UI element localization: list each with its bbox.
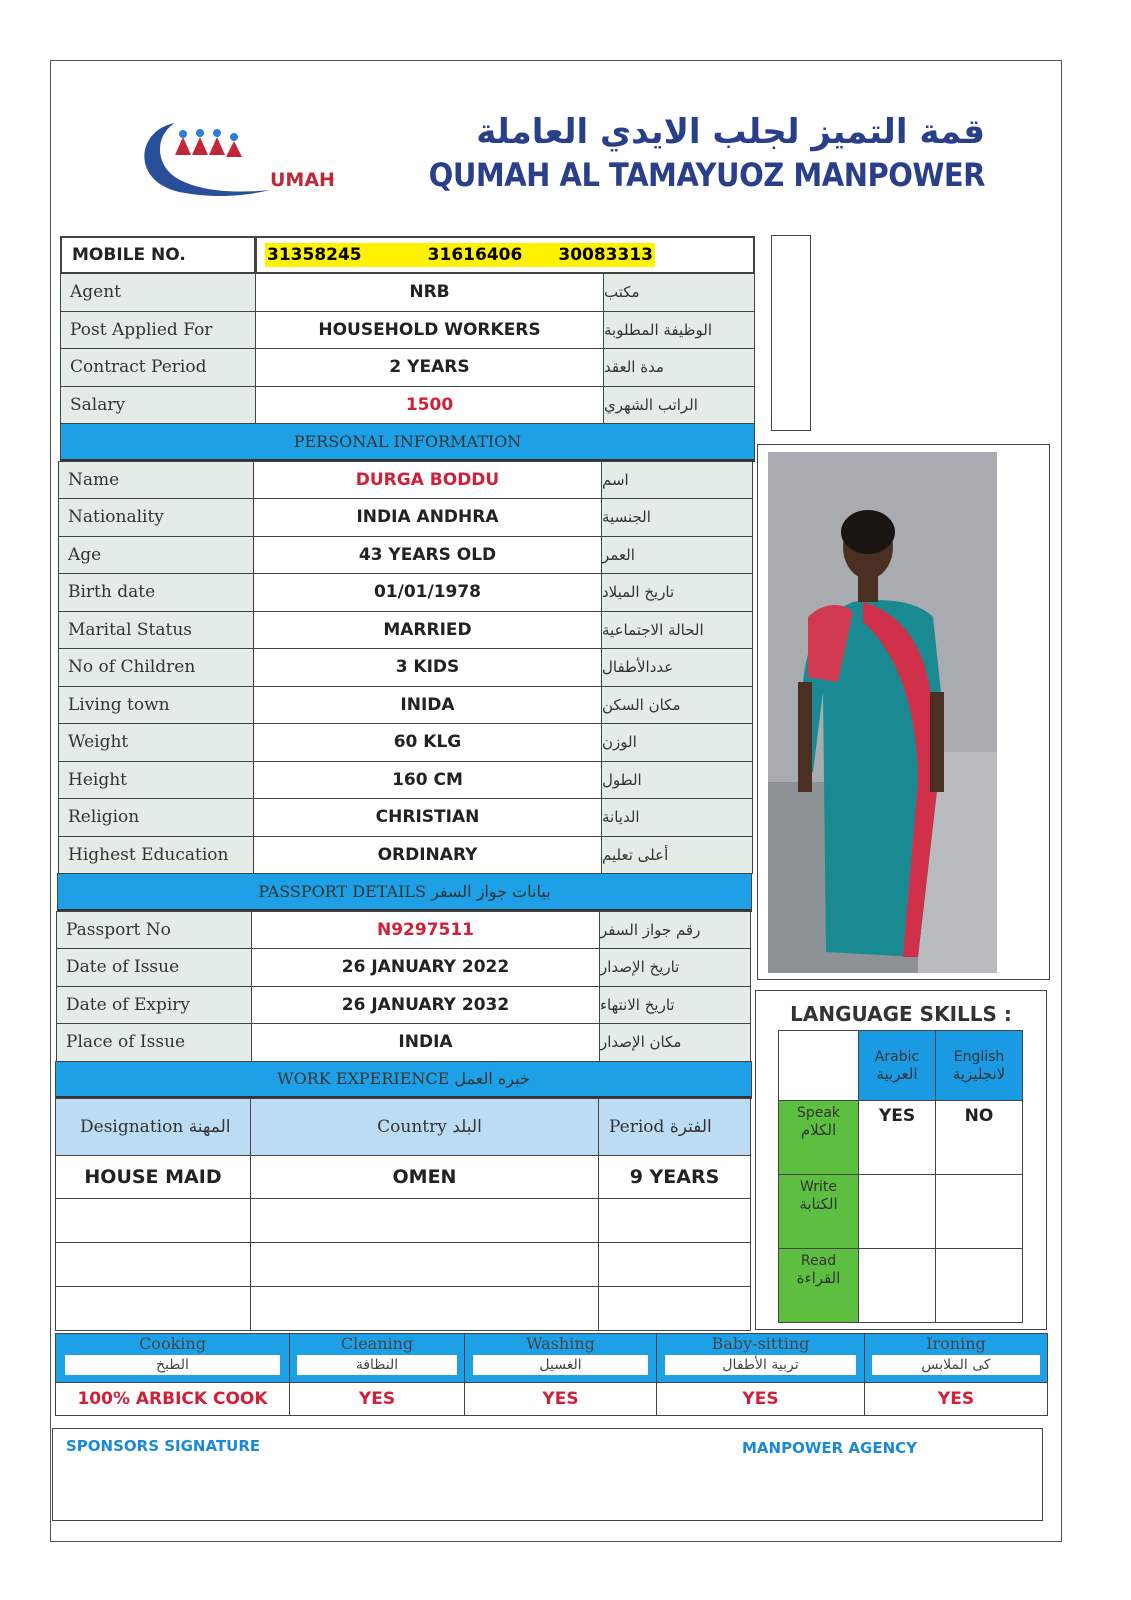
field-label: No of Children: [58, 648, 254, 687]
field-value: INDIA ANDHRA: [253, 498, 602, 537]
field-label: Religion: [58, 798, 254, 837]
skill-name-en: Cleaning: [340, 1334, 414, 1353]
field-label-arabic: أعلى تعليم: [601, 836, 753, 875]
field-label-arabic: الحالة الاجتماعية: [601, 611, 753, 650]
skill-value: YES: [289, 1382, 465, 1416]
language-skills-title: LANGUAGE SKILLS :: [790, 1002, 1012, 1026]
language-skill-value: [935, 1248, 1023, 1323]
skill-name-ar: الطبخ: [65, 1355, 279, 1375]
logo-text: UMAH: [270, 169, 335, 191]
field-label: Date of Expiry: [56, 986, 252, 1025]
field-label-arabic: مكان الإصدار: [599, 1023, 751, 1062]
mobile-number-3: 30083313: [555, 243, 655, 267]
skill-name-en: Baby-sitting: [711, 1334, 810, 1353]
skill-name-ar: كى الملابس: [872, 1355, 1039, 1375]
work-cell: HOUSE MAID: [55, 1155, 251, 1199]
work-column-header: Designation المهنة: [55, 1098, 251, 1156]
mobile-label: MOBILE NO.: [60, 236, 256, 274]
skill-name-ar: القراءة: [796, 1269, 841, 1287]
field-label-arabic: الراتب الشهري: [603, 386, 755, 425]
field-label: Living town: [58, 686, 254, 725]
field-label: Age: [58, 536, 254, 575]
section-passport-details: PASSPORT DETAILS بيانات جواز السفر: [57, 873, 752, 912]
skill-header: [289, 1333, 465, 1383]
skill-name-ar: تربية الأطفال: [665, 1355, 855, 1375]
field-label-arabic: عددالأطفال: [601, 648, 753, 687]
candidate-photo: [768, 452, 997, 973]
company-logo: [130, 115, 335, 205]
skill-name-en: Washing: [526, 1334, 595, 1353]
skill-name-ar: الغسيل: [473, 1355, 649, 1375]
language-name-en: Arabic: [874, 1048, 920, 1065]
field-label: Date of Issue: [56, 948, 252, 987]
work-cell: OMEN: [250, 1155, 599, 1199]
field-label: Marital Status: [58, 611, 254, 650]
language-skill-value: [858, 1248, 936, 1323]
field-label-arabic: رقم جواز السفر: [599, 911, 751, 950]
field-label: Weight: [58, 723, 254, 762]
field-value: MARRIED: [253, 611, 602, 650]
field-label-arabic: مكتب: [603, 273, 755, 312]
field-value: INDIA: [251, 1023, 600, 1062]
skill-value: YES: [864, 1382, 1048, 1416]
skill-name-en: Speak: [796, 1105, 841, 1121]
work-cell: 9 YEARS: [598, 1155, 751, 1199]
field-value: 26 JANUARY 2022: [251, 948, 600, 987]
field-value: INIDA: [253, 686, 602, 725]
field-label: Agent: [60, 273, 256, 312]
field-value: 3 KIDS: [253, 648, 602, 687]
field-label-arabic: الوزن: [601, 723, 753, 762]
field-label-arabic: الطول: [601, 761, 753, 800]
language-name-en: English: [953, 1048, 1005, 1065]
manpower-agency-label: MANPOWER AGENCY: [742, 1439, 917, 1457]
field-value: ORDINARY: [253, 836, 602, 875]
skill-name-en: Ironing: [926, 1334, 986, 1353]
skill-value: YES: [464, 1382, 657, 1416]
language-skill-value: [858, 1174, 936, 1249]
field-label: Nationality: [58, 498, 254, 537]
field-label-arabic: تاريخ الميلاد: [601, 573, 753, 612]
field-label-arabic: تاريخ الانتهاء: [599, 986, 751, 1025]
field-label: Name: [58, 461, 254, 500]
work-cell: [55, 1242, 251, 1287]
language-row-header: [778, 1100, 859, 1175]
work-cell: [55, 1286, 251, 1331]
skill-name-en: Read: [800, 1253, 837, 1269]
work-cell: [598, 1242, 751, 1287]
field-label-arabic: العمر: [601, 536, 753, 575]
work-cell: [598, 1286, 751, 1331]
skill-name-ar: الكتابة: [799, 1195, 838, 1213]
language-skill-value: YES: [858, 1100, 936, 1175]
field-label: Height: [58, 761, 254, 800]
mobile-number-2: 31616406: [395, 243, 555, 267]
field-value: DURGA BODDU: [253, 461, 602, 500]
field-value: 2 YEARS: [255, 348, 604, 387]
field-label: Passport No: [56, 911, 252, 950]
language-corner-cell: [778, 1030, 859, 1101]
sponsor-signature-label: SPONSORS SIGNATURE: [66, 1437, 261, 1455]
field-label: Birth date: [58, 573, 254, 612]
field-label-arabic: الديانة: [601, 798, 753, 837]
field-label-arabic: مكان السكن: [601, 686, 753, 725]
skill-name-en: Write: [800, 1179, 837, 1195]
field-value: 43 YEARS OLD: [253, 536, 602, 575]
skill-name-en: Cooking: [139, 1334, 206, 1353]
skill-header: [864, 1333, 1048, 1383]
field-label: Place of Issue: [56, 1023, 252, 1062]
work-cell: [598, 1198, 751, 1243]
language-column-header: [858, 1030, 936, 1101]
skill-header: [464, 1333, 657, 1383]
field-label-arabic: تاريخ الإصدار: [599, 948, 751, 987]
skill-value: YES: [656, 1382, 865, 1416]
language-skill-value: [935, 1174, 1023, 1249]
company-name-english: QUMAH AL TAMAYUOZ MANPOWER: [428, 156, 985, 194]
field-label: Contract Period: [60, 348, 256, 387]
stamp-box: [771, 235, 811, 431]
language-row-header: [778, 1248, 859, 1323]
skill-header: [656, 1333, 865, 1383]
field-value: 160 CM: [253, 761, 602, 800]
section-work-experience: WORK EXPERIENCE خبره العمل: [55, 1061, 752, 1100]
company-name-arabic: قمة التميز لجلب الايدي العاملة: [476, 112, 985, 152]
work-column-header: Country البلد: [250, 1098, 599, 1156]
field-value: NRB: [255, 273, 604, 312]
field-value: 60 KLG: [253, 723, 602, 762]
skill-value: 100% ARBICK COOK: [55, 1382, 290, 1416]
mobile-number-1: 31358245: [265, 243, 395, 267]
field-value: CHRISTIAN: [253, 798, 602, 837]
field-label-arabic: اسم: [601, 461, 753, 500]
work-cell: [55, 1198, 251, 1243]
field-value: 26 JANUARY 2032: [251, 986, 600, 1025]
work-cell: [250, 1198, 599, 1243]
field-value: N9297511: [251, 911, 600, 950]
language-name-ar: العربية: [876, 1064, 918, 1083]
language-name-ar: لانجليزية: [952, 1064, 1006, 1083]
field-label: Post Applied For: [60, 311, 256, 350]
mobile-numbers: [255, 236, 755, 274]
field-value: 01/01/1978: [253, 573, 602, 612]
field-label-arabic: الجنسية: [601, 498, 753, 537]
language-column-header: [935, 1030, 1023, 1101]
skill-name-ar: الكلام: [800, 1121, 837, 1139]
section-personal-information: PERSONAL INFORMATION: [60, 423, 755, 462]
work-cell: [250, 1242, 599, 1287]
work-cell: [250, 1286, 599, 1331]
field-label-arabic: مدة العقد: [603, 348, 755, 387]
skill-header: [55, 1333, 290, 1383]
field-label: Highest Education: [58, 836, 254, 875]
field-value: HOUSEHOLD WORKERS: [255, 311, 604, 350]
language-row-header: [778, 1174, 859, 1249]
work-column-header: Period الفترة: [598, 1098, 751, 1156]
field-label: Salary: [60, 386, 256, 425]
field-label-arabic: الوظيفة المطلوبة: [603, 311, 755, 350]
language-skill-value: NO: [935, 1100, 1023, 1175]
skill-name-ar: النظافة: [297, 1355, 457, 1375]
field-value: 1500: [255, 386, 604, 425]
